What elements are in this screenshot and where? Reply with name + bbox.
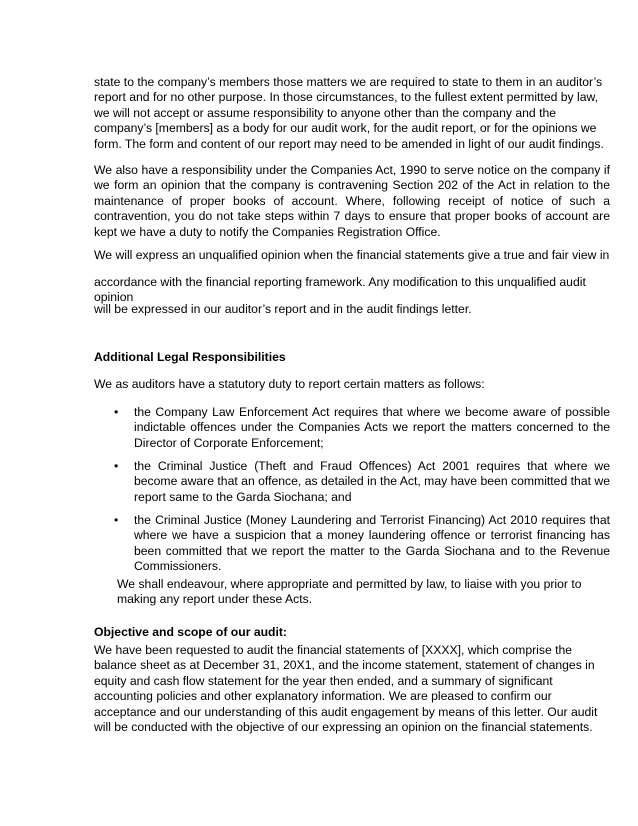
bullet-text: the Company Law Enforcement Act requires that where we become aware of possible indictable offences under the Companies Acts we report the matters concerned to the Director of Corporate Enforcement; [134, 405, 610, 450]
paragraph-opinion-line-3: will be expressed in our auditor’s report and in the audit findings letter. [94, 302, 472, 316]
bullet-icon: • [114, 513, 119, 527]
paragraph-opinion-line-2: accordance with the financial reporting framework. Any modification to this unqualified audit opinion [94, 275, 586, 305]
bullet-icon: • [114, 459, 119, 473]
bullet-text: the Criminal Justice (Theft and Fraud Offences) Act 2001 requires that where we become aware that an offence, as detailed in the Act, may have been committed that we report same to the Garda Siochana; and [134, 459, 610, 504]
paragraph-opinion-line-1: We will express an unqualified opinion when the financial statements give a true and fair view in [94, 248, 610, 262]
legal-closing: We shall endeavour, where appropriate and permitted by law, to liaise with you prior to making any report under these Acts. [117, 577, 582, 607]
heading-additional-legal-responsibilities: Additional Legal Responsibilities [94, 350, 286, 364]
paragraph-reporting-duty: state to the company’s members those matters we are required to state to them in an auditor’s report and for no other purpose. In those circumstances, to the fullest extent permitted by law, we will not accept or assume responsibility to anyone other than the company and the company’s [members] as a body for our audit work, for the audit report, or for the opinions we form. The form and content of our report may need to be amended in light of our audit findings. [94, 75, 604, 151]
bullet-icon: • [114, 405, 119, 419]
paragraph-companies-act: We also have a responsibility under the Companies Act, 1990 to serve notice on the company if we form an opinion that the company is contravening Section 202 of the Act in relation to the maintenance of proper books of account. Where, following receipt of notice of such a contravention, you do not take steps within 7 days to ensure that proper books of account are kept we have a duty to notify the Companies Registration Office. [94, 163, 610, 239]
bullet-text: the Criminal Justice (Money Laundering and Terrorist Financing) Act 2010 requires that where we have a suspicion that a money laundering offence or terrorist financing has been committed that we report the matter to the Garda Siochana and to the Revenue Commissioners. [134, 513, 610, 574]
heading-objective-and-scope: Objective and scope of our audit: [94, 625, 287, 639]
paragraph-objective-scope: We have been requested to audit the financial statements of [XXXX], which comprise the balance sheet as at December 31, 20X1, and the income statement, statement of changes in equity and cash flow statement for the year then ended, and a summary of significant accounting policies and other explanatory information. We are pleased to confirm our acceptance and our understanding of this audit engagement by means of this letter. Our audit will be conducted with the objective of our expressing an opinion on the financial statements. [94, 643, 598, 735]
legal-intro: We as auditors have a statutory duty to report certain matters as follows: [94, 377, 485, 391]
